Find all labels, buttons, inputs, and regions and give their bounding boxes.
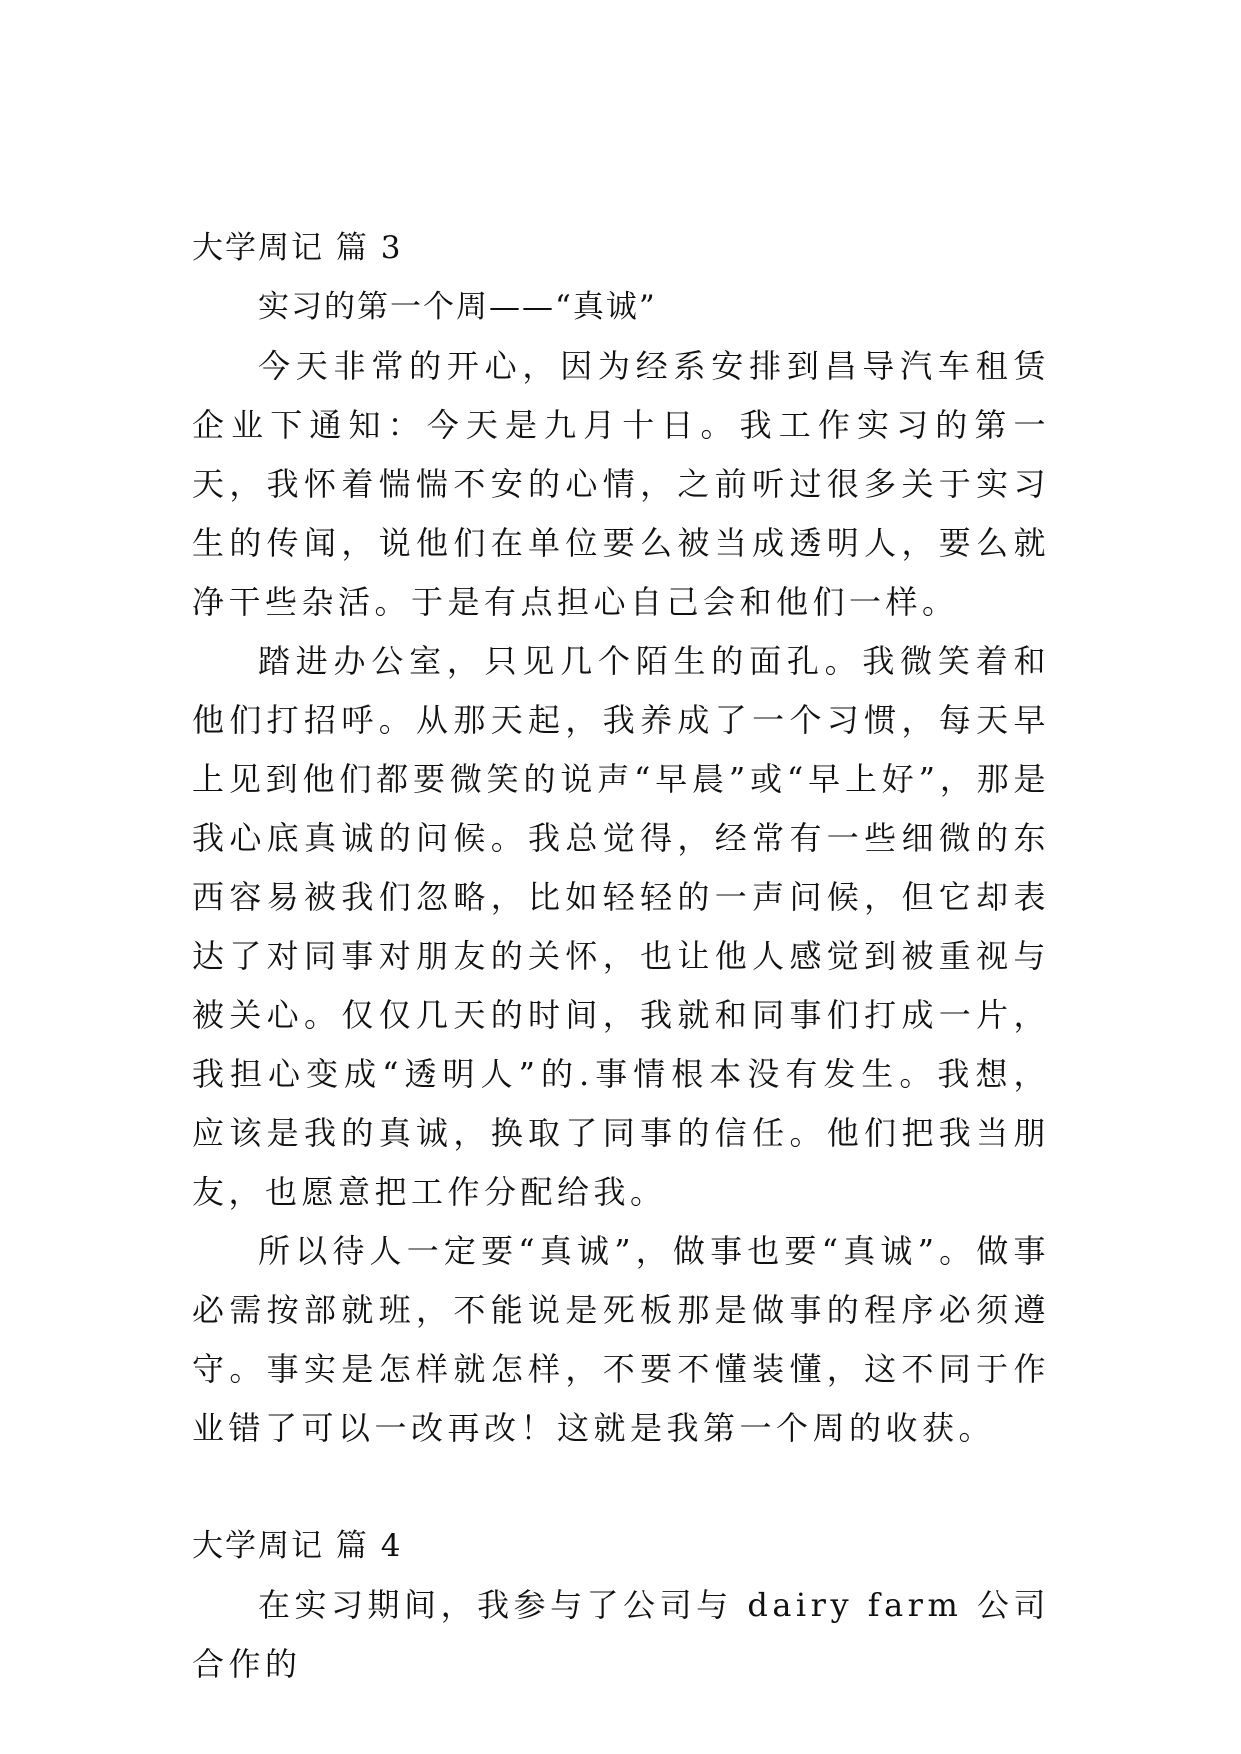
paragraph: 所以待人一定要“真诚”，做事也要“真诚”。做事必需按部就班，不能说是死板那是做事的程序必须遵守。事实是怎样就怎样，不要不懂装懂，这不同于作业错了可以一改再改！这就是我第一个周的收获。 (192, 1232, 1050, 1447)
section-spacer (192, 1458, 1050, 1517)
paragraph: 在实习期间，我参与了公司与 dairy farm 公司合作的 (192, 1586, 1050, 1683)
section-heading: 大学周记 篇 4 (192, 1528, 403, 1564)
paragraph: 踏进办公室，只见几个陌生的面孔。我微笑着和他们打招呼。从那天起，我养成了一个习惯，每天早上见到他们都要微笑的说声“早晨”或“早上好”，那是我心底真诚的问候。我总觉得，经常有一些细微的东西容易被我们忽略，比如轻轻的一声问候，但它却表达了对同事对朋友的关怀，也让他人感觉到被重视与被关心。仅仅几天的时间，我就和同事们打成一片，我担心变成“透明人”的.事情根本没有发生。我想，应该是我的真诚，换取了同事的信任。他们把我当朋友，也愿意把工作分配给我。 (192, 642, 1050, 1211)
document-page (192, 219, 1050, 1694)
section-heading: 大学周记 篇 3 (192, 230, 403, 266)
section-subtitle: 实习的第一个周——“真诚” (258, 289, 657, 325)
paragraph: 今天非常的开心，因为经系安排到昌导汽车租赁企业下通知：今天是九月十日。我工作实习的第一天，我怀着惴惴不安的心情，之前听过很多关于实习生的传闻，说他们在单位要么被当成透明人，要么就净干些杂活。于是有点担心自己会和他们一样。 (192, 347, 1050, 621)
